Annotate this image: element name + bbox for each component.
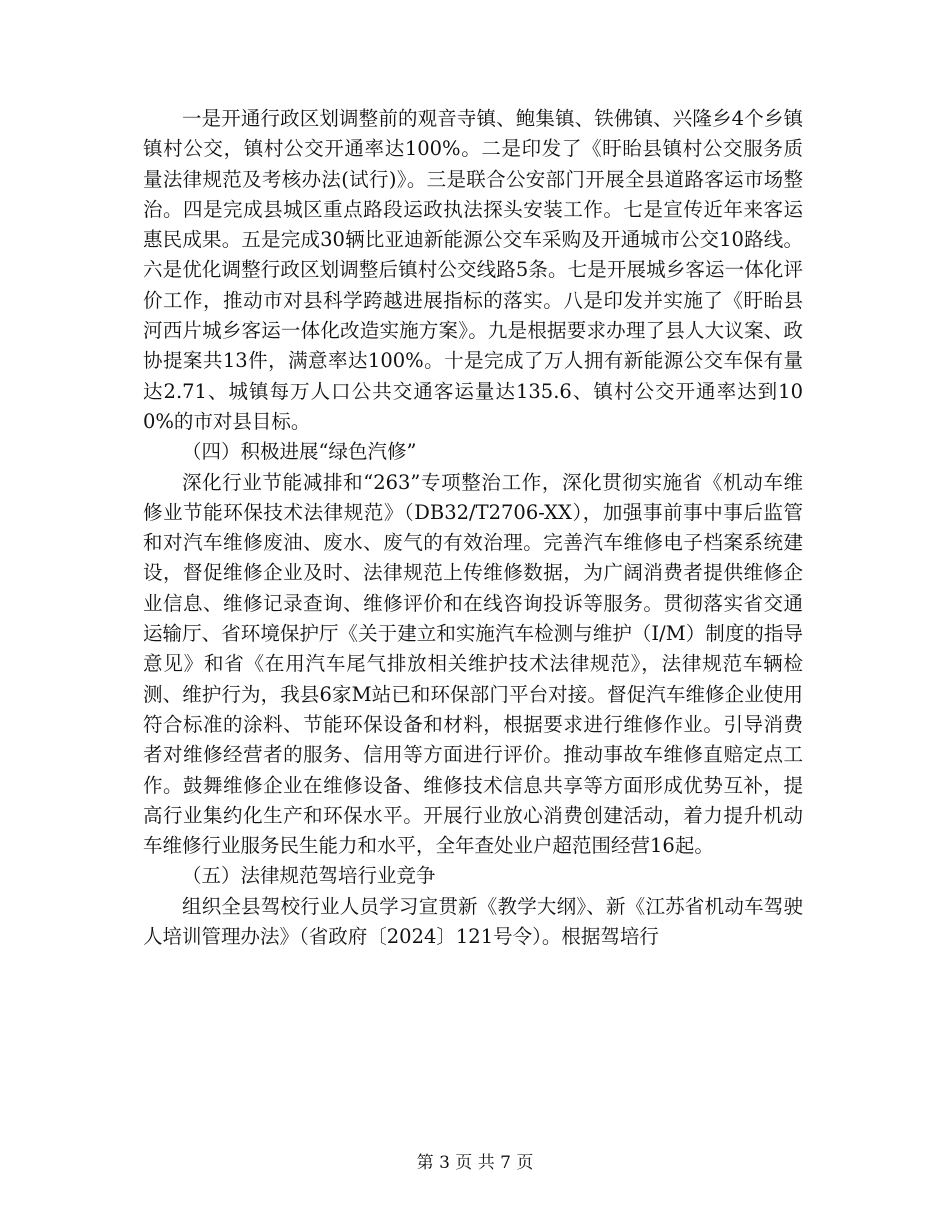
paragraph-public-transport-achievements: 一是开通行政区划调整前的观音寺镇、鲍集镇、铁佛镇、兴隆乡4个乡镇镇村公交，镇村公交开通率达100%。二是印发了《盱眙县镇村公交服务质量法律规范及考核办法(试行)》。三是联合公安部门开展全县道路客运市场整治。四是完成县城区重点路段运政执法探头安装工作。七是宣传近年来客运惠民成果。五是完成30辆比亚迪新能源公交车采购及开通城市公交10路线。六是优化调整行政区划调整后镇村公交线路5条。七是开展城乡客运一体化评价工作，推动市对县科学跨越进展指标的落实。八是印发并实施了《盱眙县河西片城乡客运一体化改造实施方案》。九是根据要求办理了县人大议案、政协提案共13件，满意率达100%。十是完成了万人拥有新能源公交车保有量达2.71、城镇每万人口公共交通客运量达135.6、镇村公交开通率达到100%的市对县目标。 [143, 107, 803, 433]
page-number-footer: 第 3 页 共 7 页 [416, 1153, 534, 1173]
paragraph-green-auto-repair: 深化行业节能减排和“263”专项整治工作，深化贯彻实施省《机动车维修业节能环保技术法律规范》（DB32/T2706-XX），加强事前事中事后监管和对汽车维修废油、废水、废气的有效治理。完善汽车维修电子档案系统建设，督促维修企业及时、法律规范上传维修数据，为广阔消费者提供维修企业信息、维修记录查询、维修评价和在线咨询投诉等服务。贯彻落实省交通运输厅、省环境保护厅《关于建立和实施汽车检测与维护（I/M）制度的指导意见》和省《在用汽车尾气排放相关维护技术法律规范》，法律规范车辆检测、维护行为，我县6家M站已和环保部门平台对接。督促汽车维修企业使用符合标准的涂料、节能环保设备和材料，根据要求进行维修作业。引导消费者对维修经营者的服务、信用等方面进行评价。推动事故车维修直赔定点工作。鼓舞维修企业在维修设备、维修技术信息共享等方面形成优势互补，提高行业集约化生产和环保水平。开展行业放心消费创建活动，着力提升机动车维修行业服务民生能力和水平，全年查处业户超范围经营16起。 [143, 470, 803, 858]
section-heading-green-auto-repair: （四）积极进展“绿色汽修” [182, 440, 417, 464]
paragraph-driver-training: 组织全县驾校行业人员学习宣贯新《教学大纲》、新《江苏省机动车驾驶人培训管理办法》（省政府〔2024〕121号令）。根据驾培行 [143, 894, 803, 949]
section-heading-driver-training: （五）法律规范驾培行业竞争 [182, 864, 436, 888]
document-body [143, 104, 803, 952]
